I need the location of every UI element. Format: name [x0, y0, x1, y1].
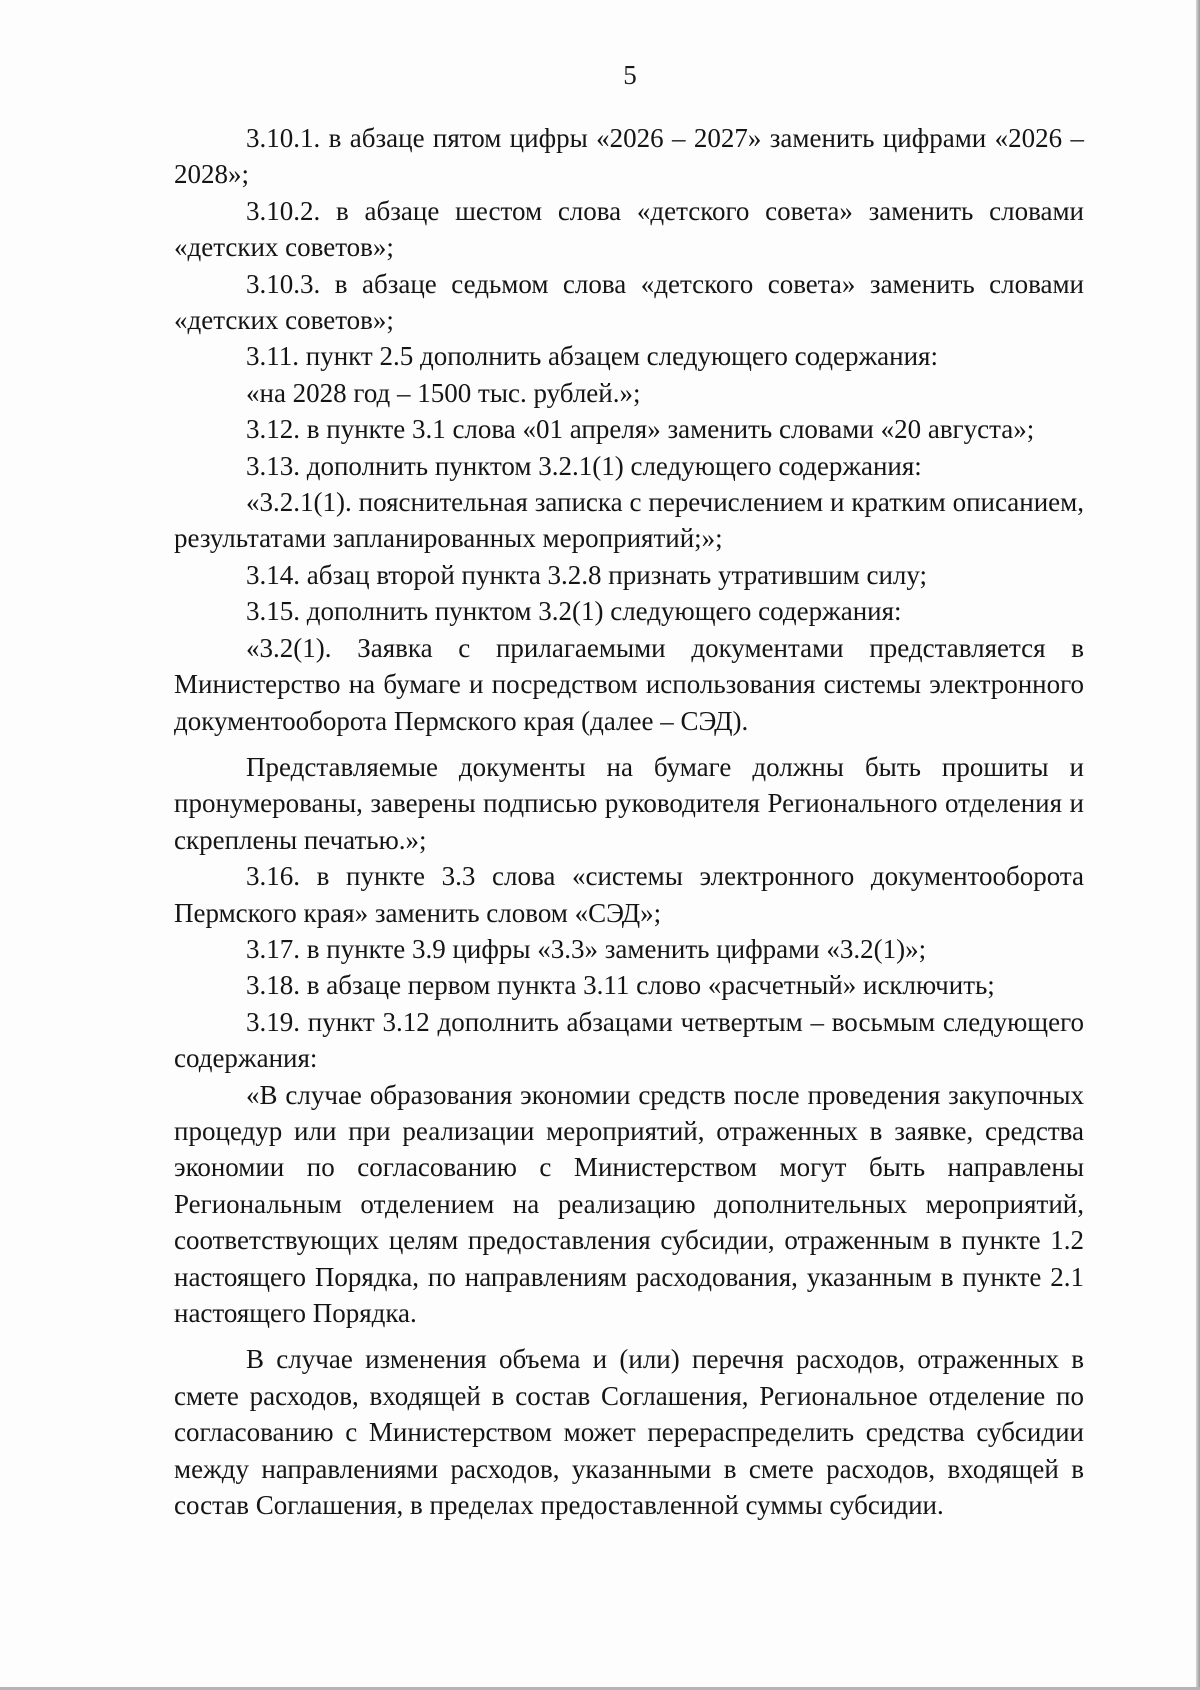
paragraph-3-10-1: 3.10.1. в абзаце пятом цифры «2026 – 2027» заменить цифрами «2026 – 2028»;: [174, 123, 1084, 190]
paragraph-3-18: 3.18. в абзаце первом пункта 3.11 слово «расчетный» исключить;: [246, 970, 995, 1001]
scan-edge: [1196, 0, 1200, 1690]
paragraph-3-15-text-2: Представляемые документы на бумаге должны быть прошиты и пронумерованы, заверены подписью руководителя Регионального отделения и скреплены печатью.»;: [174, 751, 1084, 855]
document-body: [174, 120, 1084, 1523]
paragraph-3-12: 3.12. в пункте 3.1 слова «01 апреля» заменить словами «20 августа»;: [246, 414, 1035, 445]
paragraph-3-10-3: 3.10.3. в абзаце седьмом слова «детского совета» заменить словами «детских советов»;: [174, 268, 1084, 336]
paragraph-3-11-text: «на 2028 год – 1500 тыс. рублей.»;: [246, 377, 641, 408]
paragraph-3-13: 3.13. дополнить пунктом 3.2.1(1) следующего содержания:: [246, 450, 922, 481]
paragraph-3-19-text-2: В случае изменения объема и (или) перечня расходов, отраженных в смете расходов, входящей в состав Соглашения, Региональное отделение по согласованию с Министерством может перераспределить средства субсидии между направлениями расходов, указанными в смете расходов, входящей в состав Соглашения, в пределах предоставленной суммы субсидии.: [174, 1344, 1084, 1521]
page-number: 5: [623, 60, 637, 90]
paragraph-3-19: 3.19. пункт 3.12 дополнить абзацами четвертым – восьмым следующего содержания:: [174, 1006, 1084, 1074]
paragraph-3-10-2: 3.10.2. в абзаце шестом слова «детского совета» заменить словами «детских советов»;: [174, 195, 1084, 263]
paragraph-3-11: 3.11. пункт 2.5 дополнить абзацем следующего содержания:: [246, 341, 938, 372]
paragraph-3-17: 3.17. в пункте 3.9 цифры «3.3» заменить цифрами «3.2(1)»;: [246, 933, 927, 964]
paragraph-3-15: 3.15. дополнить пунктом 3.2(1) следующего содержания:: [246, 596, 902, 627]
paragraph-3-19-text: «В случае образования экономии средств после проведения закупочных процедур или при реализации мероприятий, отраженных в заявке, средства экономии по согласованию с Министерством могут быть направлены Региональным отделением на реализацию дополнительных мероприятий, соответствующих целям предоставления субсидии, отраженным в пункте 1.2 настоящего Порядка, по направлениям расходования, указанным в пункте 2.1 настоящего Порядка.: [174, 1079, 1084, 1328]
paragraph-3-13-text: «3.2.1(1). пояснительная записка с перечислением и кратким описанием, результатами запланированных мероприятий;»;: [174, 487, 1084, 554]
paragraph-3-14: 3.14. абзац второй пункта 3.2.8 признать утратившим силу;: [246, 559, 928, 590]
paragraph-3-16: 3.16. в пункте 3.3 слова «системы электронного документооборота Пермского края» заменить словом «СЭД»;: [174, 861, 1084, 928]
paragraph-3-15-text: «3.2(1). Заявка с прилагаемыми документами представляется в Министерство на бумаге и посредством использования системы электронного документооборота Пермского края (далее – СЭД).: [174, 632, 1084, 736]
